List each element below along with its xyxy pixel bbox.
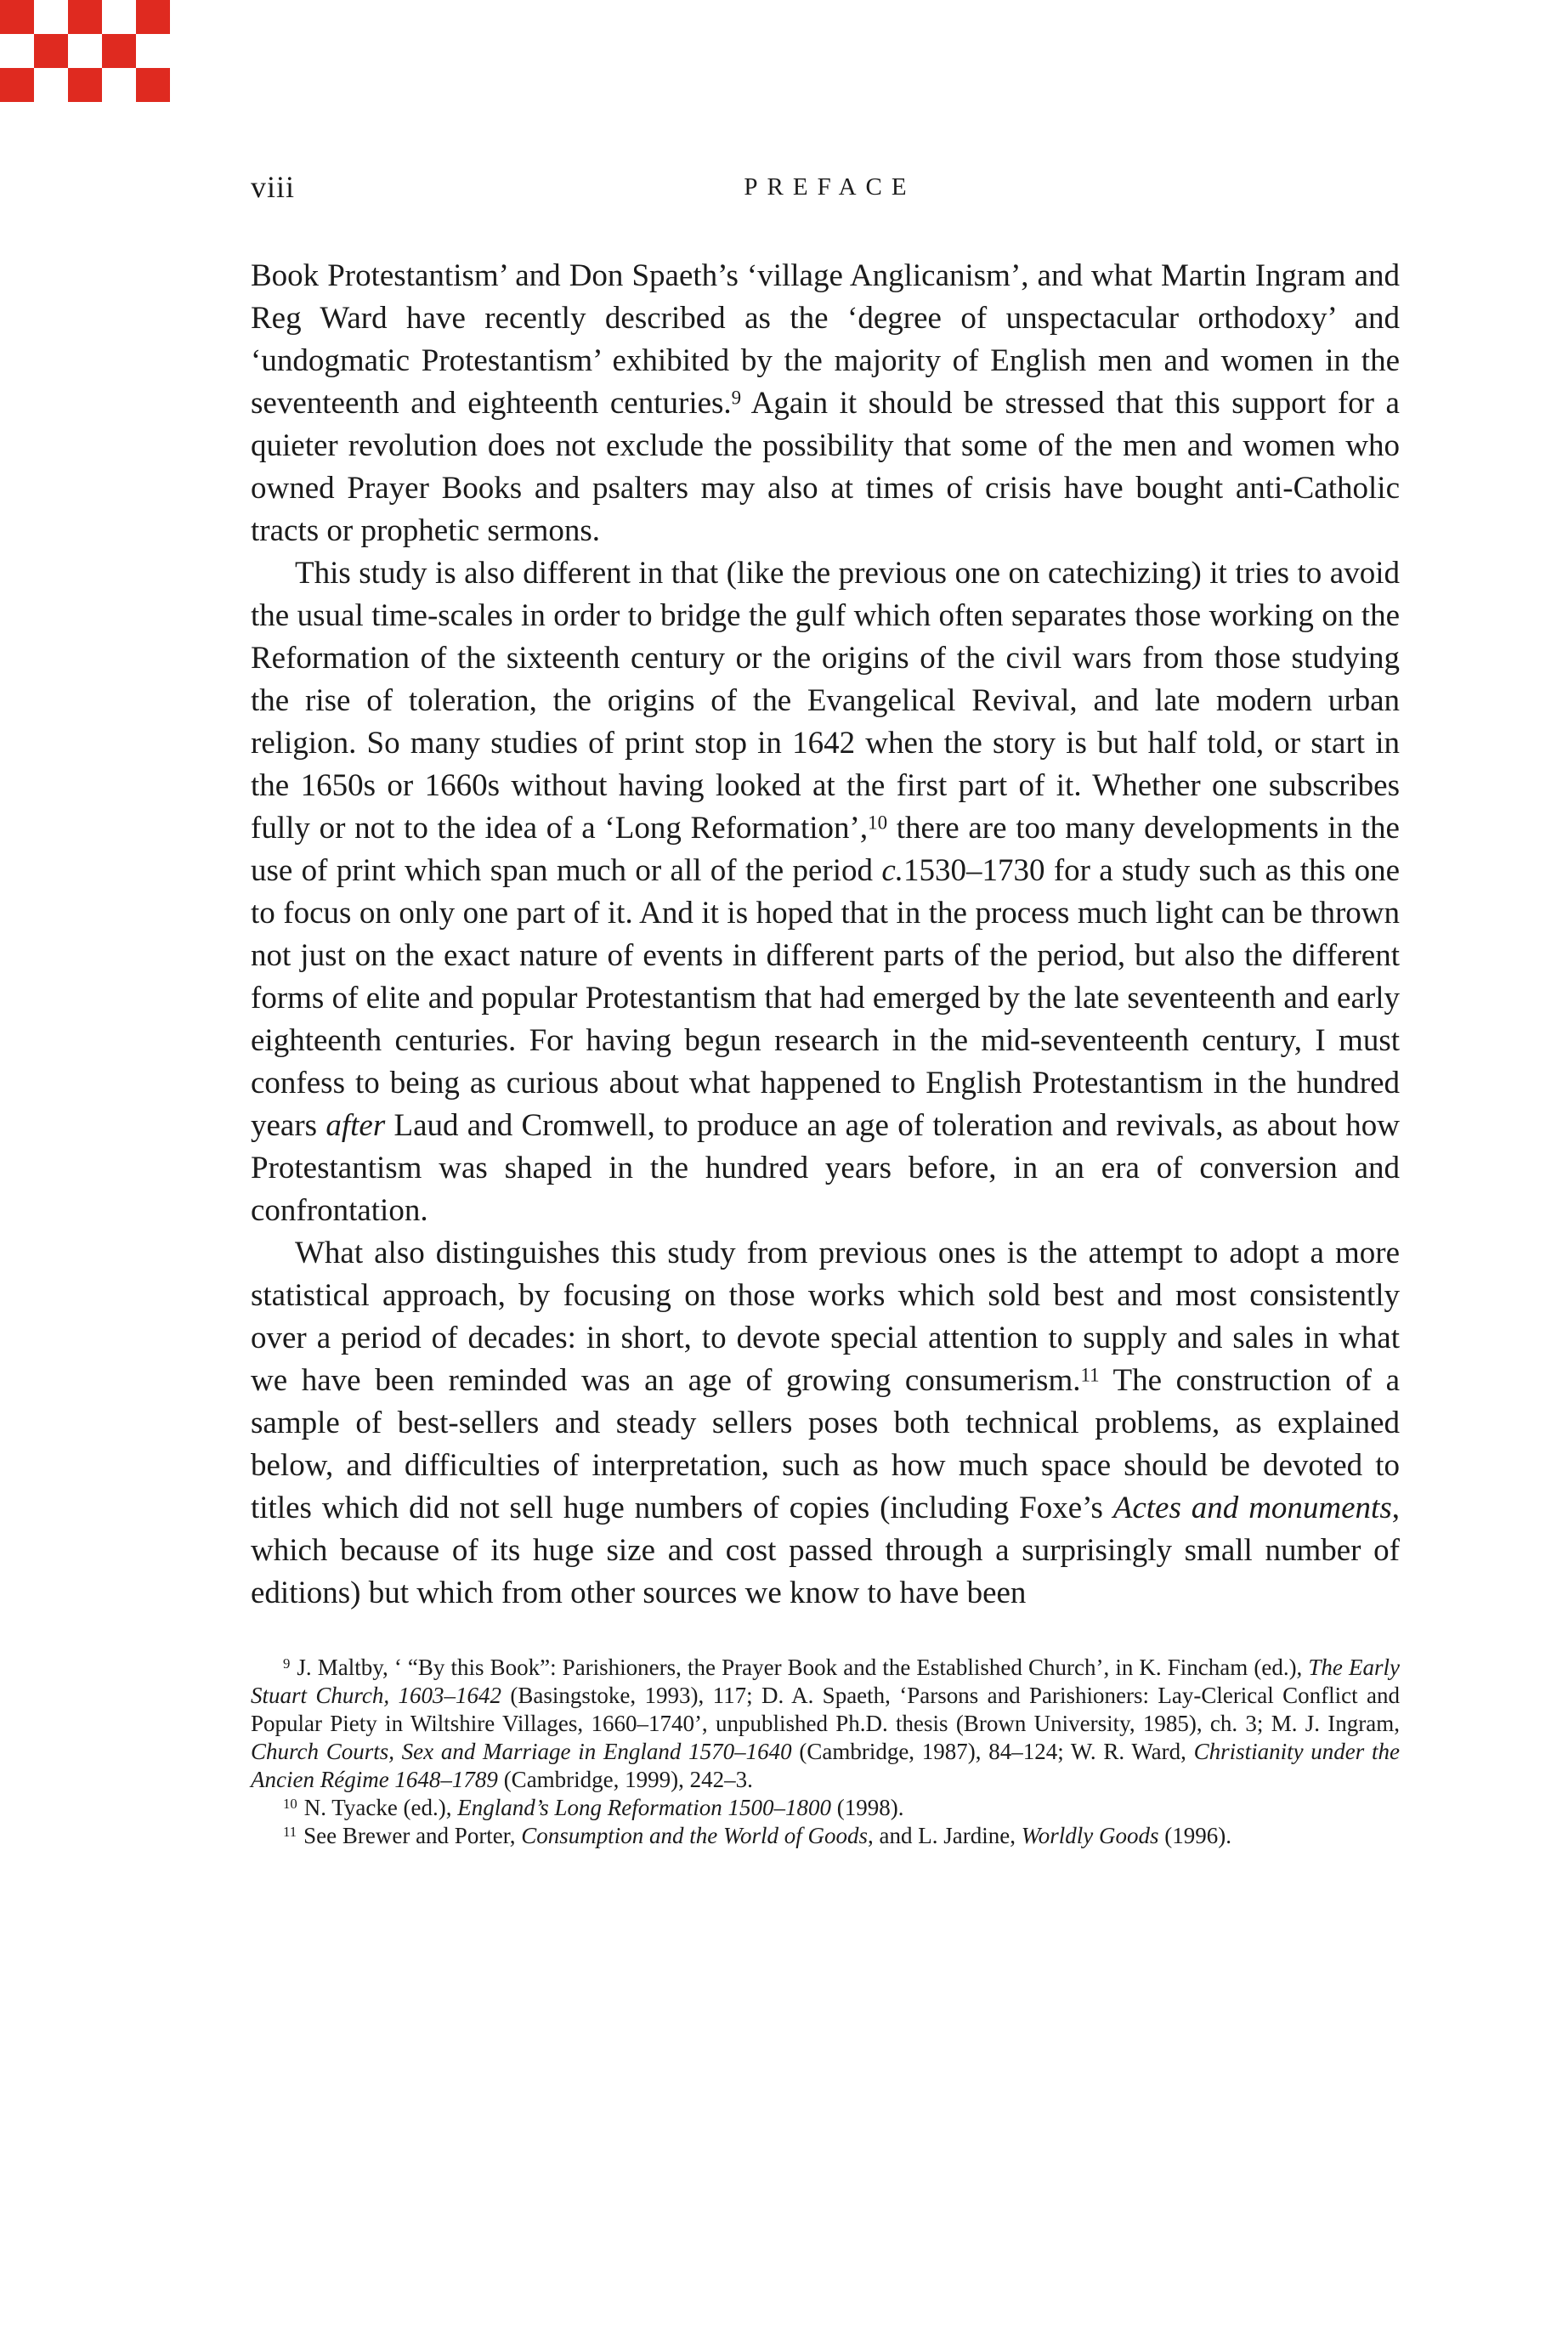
page-number: viii bbox=[251, 170, 296, 204]
running-head: PREFACE bbox=[744, 173, 916, 201]
footnote-marker: 11 bbox=[283, 1824, 297, 1841]
italic-text: Actes and monuments bbox=[1112, 1491, 1392, 1525]
paragraph: This study is also different in that (like the previous one on catechizing) it tries to avoid the usual time-scales in order to bridge the gulf which often separates those working on the Reformation of the sixteenth century or the origins of the civil wars from those studying the rise of toleration, the origins of the Evangelical Revival, and late modern urban religion. So many studies of print stop in 1642 when the story is but half told, or start in the 1650s or 1660s without having looked at the first part of it. Whether one subscribes fully or not to the idea of a ‘Long Reformation’,$^{10}$ there are too many developments in the use of print which span much or all of the period c.1530–1730 for a study such as this one to focus on only one part of it. And it is hoped that in the process much light can be thrown not just on the exact nature of events in different parts of the period, but also the different forms of elite and popular Protestantism that had emerged by the late seventeenth and early eighteenth centuries. For having begun research in the mid-seventeenth century, I must confess to being as curious about what happened to English Protestantism in the hundred years after Laud and Cromwell, to produce an age of toleration and revivals, as about how Protestantism was shaped in the hundred years before, in an era of conversion and confrontation. bbox=[251, 556, 1400, 1228]
italic-text: The Early Stuart Church, 1603–1642 bbox=[251, 1655, 1400, 1708]
footnote-ref: 11 bbox=[1080, 1364, 1100, 1386]
italic-text: c. bbox=[881, 853, 903, 888]
footnotes bbox=[251, 1654, 1400, 1850]
italic-text: after bbox=[325, 1108, 386, 1143]
footnote: $^9$ J. Maltby, ‘ “By this Book”: Parishioners, the Prayer Book and the Established Church’, in K. Fincham (ed.), The Early Stuart Church, 1603–1642 (Basingstoke, 1993), 117; D. A. Spaeth, ‘Parsons and Parishioners: Lay-Clerical Conflict and Popular Piety in Wiltshire Villages, 1660–1740’, unpublished Ph.D. thesis (Brown University, 1985), ch. 3; M. J. Ingram, Church Courts, Sex and Marriage in England 1570–1640 (Cambridge, 1987), 84–124; W. R. Ward, Christianity under the Ancien Régime 1648–1789 (Cambridge, 1999), 242–3. bbox=[251, 1655, 1400, 1792]
footnote-marker: 9 bbox=[283, 1655, 291, 1672]
footnote-marker: 10 bbox=[283, 1796, 297, 1813]
paragraph: Book Protestantism’ and Don Spaeth’s ‘village Anglicanism’, and what Martin Ingram and Reg Ward have recently described as the ‘degree of unspectacular orthodoxy’ and ‘undogmatic Protestantism’ exhibited by the majority of English men and women in the seventeenth and eighteenth centuries.$^9$ Again it should be stressed that this support for a quieter revolution does not exclude the possibility that some of the men and women who owned Prayer Books and psalters may also at times of crisis have bought anti-Catholic tracts or prophetic sermons. bbox=[251, 258, 1400, 548]
italic-text: Christianity under the Ancien Régime 1648–1789 bbox=[251, 1739, 1400, 1792]
page-header bbox=[251, 168, 1400, 206]
body-text bbox=[251, 255, 1400, 1615]
italic-text: Worldly Goods bbox=[1021, 1823, 1159, 1848]
italic-text: England’s Long Reformation 1500–1800 bbox=[457, 1795, 832, 1820]
footnote: $^{11}$ See Brewer and Porter, Consumption and the World of Goods, and L. Jardine, Worldly Goods (1996). bbox=[283, 1823, 1231, 1848]
paragraph: What also distinguishes this study from previous ones is the attempt to adopt a more statistical approach, by focusing on those works which sold best and most consistently over a period of decades: in short, to devote special attention to supply and sales in what we have been reminded was an age of growing consumerism.$^{11}$ The construction of a sample of best-sellers and steady sellers poses both technical problems, as explained below, and difficulties of interpretation, such as how much space should be devoted to titles which did not sell huge numbers of copies (including Foxe’s Actes and monuments, which because of its huge size and cost passed through a surprisingly small number of editions) but which from other sources we know to have been bbox=[251, 1236, 1400, 1610]
italic-text: Consumption and the World of Goods bbox=[521, 1823, 868, 1848]
text-column bbox=[251, 0, 1400, 1850]
footnote-ref: 9 bbox=[731, 387, 742, 409]
scan-corner-marker bbox=[0, 0, 170, 102]
italic-text: Church Courts, Sex and Marriage in England 1570–1640 bbox=[251, 1739, 792, 1764]
footnote-ref: 10 bbox=[868, 812, 888, 834]
footnote: $^{10}$ N. Tyacke (ed.), England’s Long Reformation 1500–1800 (1998). bbox=[283, 1795, 904, 1820]
